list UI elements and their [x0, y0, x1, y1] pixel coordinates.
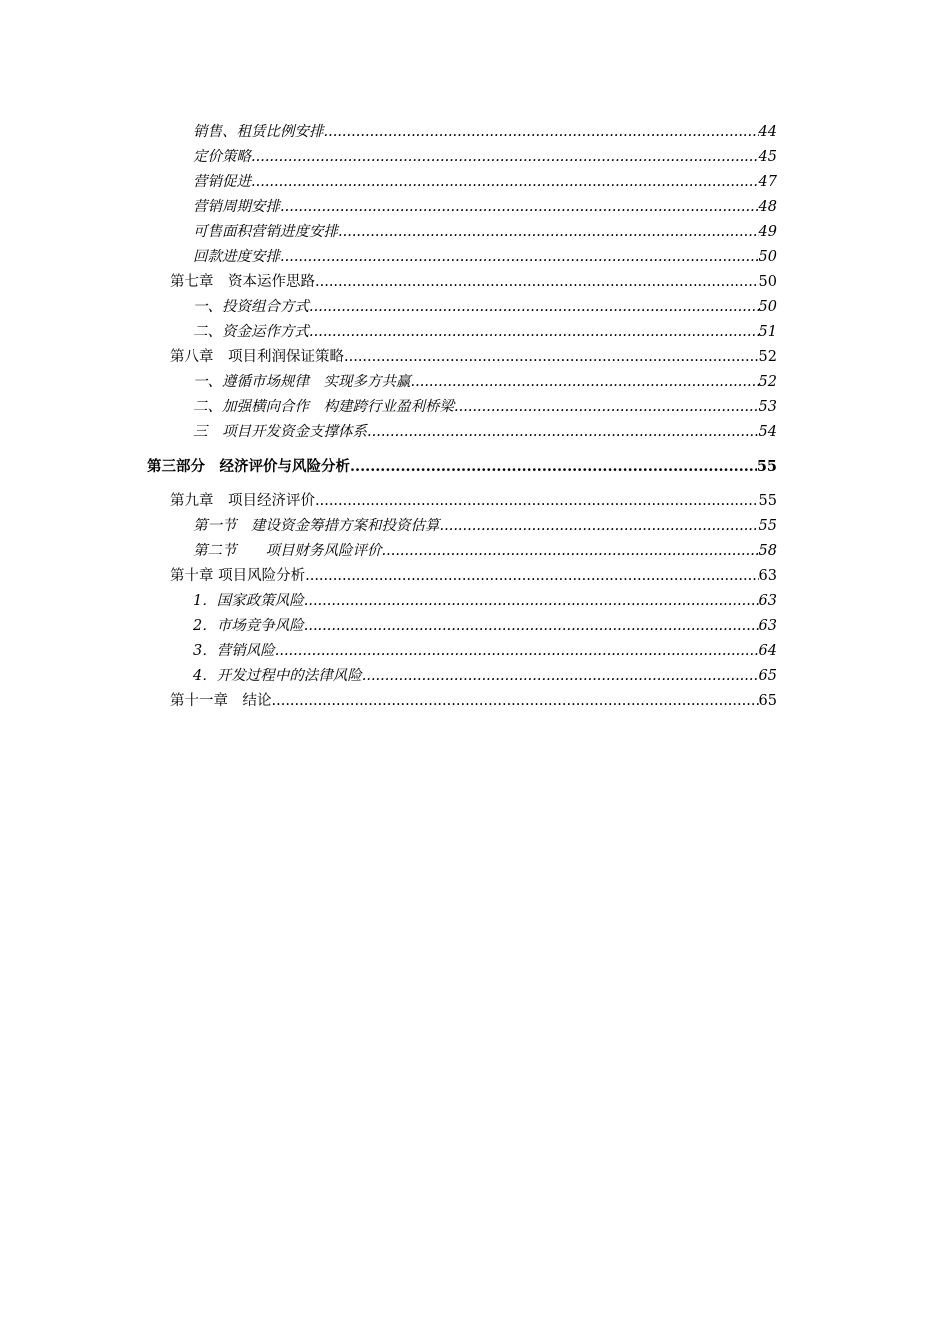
toc-entry-page-number: 63 [758, 568, 777, 584]
toc-entry-page-number: 54 [758, 424, 777, 440]
toc-entry[interactable] [0, 169, 777, 194]
toc-dot-leader [324, 123, 759, 141]
toc-entry-page-number: 51 [758, 324, 777, 340]
toc-dot-leader [454, 398, 759, 416]
toc-entry-label: 第十一章 结论 [170, 693, 272, 709]
toc-entry-label: 3．营销风险 [193, 643, 275, 659]
toc-entry-page-number: 44 [758, 124, 777, 140]
toc-entry[interactable] [0, 488, 777, 513]
toc-entry-label: 第八章 项目利润保证策略 [170, 349, 344, 365]
toc-entry[interactable] [0, 119, 777, 144]
toc-dot-leader [272, 692, 759, 710]
toc-entry-page-number: 63 [758, 618, 777, 634]
toc-dot-leader [350, 458, 757, 476]
toc-entry[interactable] [0, 613, 777, 638]
toc-entry[interactable] [0, 319, 777, 344]
toc-entry[interactable] [0, 394, 777, 419]
toc-entry-page-number: 49 [758, 224, 777, 240]
toc-dot-leader [251, 148, 759, 166]
toc-dot-leader [315, 492, 759, 510]
toc-entry-label: 第一节 建设资金筹措方案和投资估算 [193, 518, 440, 534]
toc-dot-leader [382, 542, 759, 560]
toc-entry-page-number: 47 [758, 174, 777, 190]
toc-entry-label: 第九章 项目经济评价 [170, 493, 315, 509]
toc-entry-label: 二、加强横向合作 构建跨行业盈利桥梁 [193, 399, 454, 415]
toc-entry-page-number: 52 [758, 374, 777, 390]
toc-entry-page-number: 65 [758, 693, 777, 709]
toc-entry-label: 回款进度安排 [193, 249, 280, 265]
toc-entry[interactable] [0, 344, 777, 369]
toc-entry[interactable] [0, 369, 777, 394]
toc-entry[interactable] [0, 563, 777, 588]
toc-entry-label: 可售面积营销进度安排 [193, 224, 338, 240]
toc-entry-page-number: 65 [758, 668, 777, 684]
toc-entry-label: 营销促进 [193, 174, 251, 190]
toc-entry[interactable] [0, 194, 777, 219]
toc-dot-leader [280, 198, 759, 216]
toc-entry-page-number: 50 [758, 299, 777, 315]
toc-entry-label: 三 项目开发资金支撑体系 [193, 424, 367, 440]
toc-entry-label: 第十章 项目风险分析 [170, 568, 306, 584]
toc-entry-page-number: 63 [758, 593, 777, 609]
toc-dot-leader [280, 248, 759, 266]
toc-entry[interactable] [0, 663, 777, 688]
toc-entry[interactable] [0, 294, 777, 319]
toc-entry-label: 销售、租赁比例安排 [193, 124, 324, 140]
toc-dot-leader [338, 223, 759, 241]
toc-dot-leader [305, 567, 758, 585]
toc-entry-page-number: 55 [756, 458, 777, 475]
toc-entry-page-number: 52 [758, 349, 777, 365]
toc-entry-page-number: 64 [758, 643, 777, 659]
toc-dot-leader [309, 298, 759, 316]
toc-entry[interactable] [0, 454, 777, 479]
toc-entry[interactable] [0, 538, 777, 563]
toc-entry-label: 二、资金运作方式 [193, 324, 309, 340]
toc-dot-leader [367, 423, 759, 441]
toc-entry-label: 一、遵循市场规律 实现多方共赢 [193, 374, 411, 390]
toc-dot-leader [309, 323, 759, 341]
toc-dot-leader [304, 617, 759, 635]
toc-entry[interactable] [0, 419, 777, 444]
toc-dot-leader [411, 373, 759, 391]
toc-entry-label: 一、投资组合方式 [193, 299, 309, 315]
toc-entry-page-number: 55 [758, 518, 777, 534]
table-of-contents [0, 119, 950, 713]
toc-dot-leader [251, 173, 759, 191]
toc-entry-label: 定价策略 [193, 149, 251, 165]
toc-entry-page-number: 48 [758, 199, 777, 215]
toc-entry-page-number: 55 [758, 493, 777, 509]
toc-dot-leader [304, 592, 759, 610]
toc-entry-page-number: 58 [758, 543, 777, 559]
toc-entry[interactable] [0, 144, 777, 169]
toc-entry-label: 营销周期安排 [193, 199, 280, 215]
toc-entry[interactable] [0, 588, 777, 613]
toc-entry-page-number: 50 [758, 274, 777, 290]
toc-entry-label: 2．市场竞争风险 [193, 618, 304, 634]
toc-entry-label: 1．国家政策风险 [193, 593, 304, 609]
toc-entry[interactable] [0, 638, 777, 663]
toc-entry-label: 第七章 资本运作思路 [170, 274, 315, 290]
toc-entry-page-number: 45 [758, 149, 777, 165]
toc-entry[interactable] [0, 688, 777, 713]
toc-entry-page-number: 50 [758, 249, 777, 265]
toc-entry[interactable] [0, 219, 777, 244]
toc-dot-leader [315, 273, 759, 291]
toc-entry-page-number: 53 [758, 399, 777, 415]
toc-entry-label: 第三部分 经济评价与风险分析 [147, 458, 350, 475]
toc-dot-leader [440, 517, 759, 535]
toc-dot-leader [344, 348, 759, 366]
toc-entry-label: 第二节 项目财务风险评价 [193, 543, 382, 559]
toc-dot-leader [275, 642, 759, 660]
toc-entry[interactable] [0, 244, 777, 269]
toc-dot-leader [362, 667, 759, 685]
toc-entry[interactable] [0, 269, 777, 294]
toc-entry-label: 4．开发过程中的法律风险 [193, 668, 362, 684]
toc-entry[interactable] [0, 513, 777, 538]
